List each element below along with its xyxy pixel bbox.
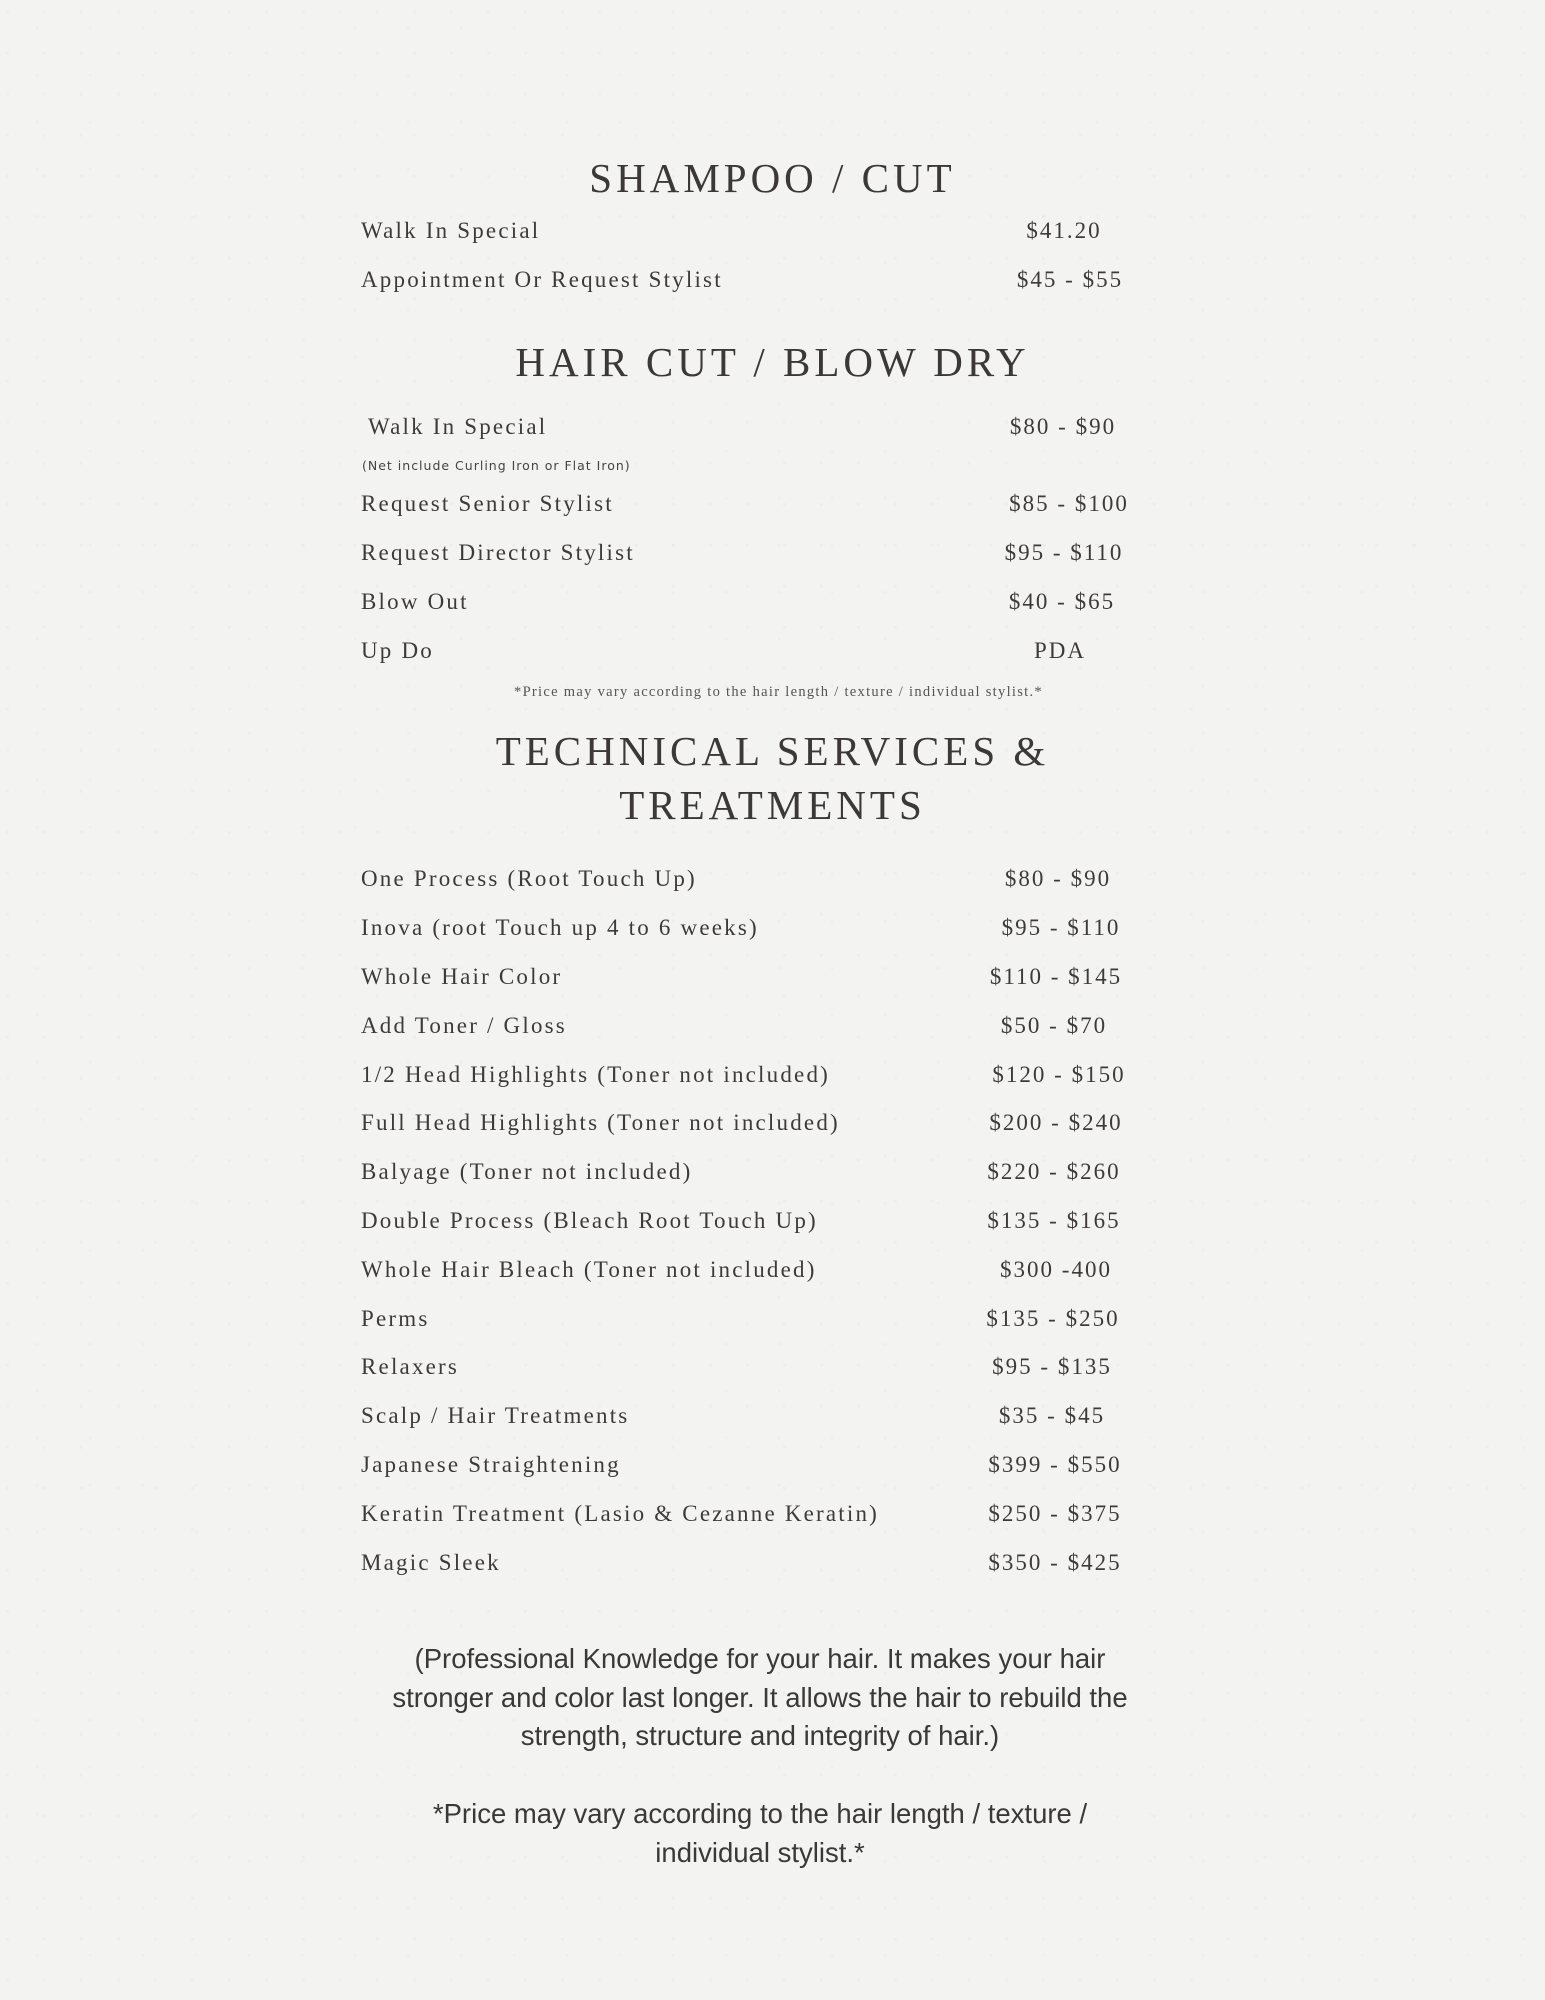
service-name: Keratin Treatment (Lasio & Cezanne Keratin) (361, 1501, 880, 1526)
menu-row (0, 1159, 1545, 1199)
service-name: Scalp / Hair Treatments (361, 1403, 630, 1428)
service-name: Walk In Special (361, 218, 541, 243)
service-price: $95 - $135 (992, 1354, 1112, 1379)
note-line: *Price may vary according to the hair length / texture / (432, 1798, 1088, 1829)
service-price: $80 - $90 (1004, 866, 1112, 891)
service-price: $95 - $110 (1004, 540, 1124, 565)
menu-row (0, 1501, 1545, 1541)
service-price: $95 - $110 (1001, 915, 1121, 940)
section-title-treatments: TREATMENTS (619, 782, 926, 828)
service-name: Whole Hair Bleach (Toner not included) (361, 1257, 817, 1282)
service-price: $50 - $70 (1000, 1013, 1108, 1038)
menu-row (0, 964, 1545, 1004)
section-title-haircut-blowdry: HAIR CUT / BLOW DRY (515, 339, 1030, 385)
service-name: Relaxers (361, 1354, 460, 1379)
menu-row (0, 1354, 1545, 1394)
menu-row (0, 589, 1545, 629)
menu-row (0, 1403, 1545, 1443)
service-price: $220 - $260 (987, 1159, 1121, 1184)
service-name: Up Do (361, 638, 434, 663)
service-price: $250 - $375 (988, 1501, 1122, 1526)
section-title-technical-services: TECHNICAL SERVICES & (495, 728, 1050, 774)
service-name: Double Process (Bleach Root Touch Up) (361, 1208, 818, 1233)
service-name: Walk In Special (368, 414, 548, 439)
service-name: Request Senior Stylist (361, 491, 614, 516)
service-name: Balyage (Toner not included) (361, 1159, 693, 1184)
menu-row (0, 1257, 1545, 1297)
service-price: $300 -400 (1000, 1257, 1112, 1282)
menu-row (0, 1013, 1545, 1053)
menu-row (0, 540, 1545, 580)
menu-row (0, 1062, 1545, 1102)
service-name: Whole Hair Color (361, 964, 563, 989)
menu-row (0, 1452, 1545, 1492)
service-price: $85 - $100 (1009, 491, 1129, 516)
service-name: 1/2 Head Highlights (Toner not included) (361, 1062, 831, 1087)
service-price: $135 - $250 (986, 1306, 1120, 1331)
description-line: strength, structure and integrity of hair.) (520, 1720, 1000, 1751)
note-line: individual stylist.* (655, 1836, 865, 1868)
service-price: PDA (1033, 638, 1086, 663)
service-price: $80 - $90 (1009, 414, 1117, 439)
service-price: $41.20 (1026, 218, 1102, 243)
service-price: $35 - $45 (998, 1403, 1106, 1428)
menu-row (0, 1110, 1545, 1150)
service-name: Blow Out (361, 589, 469, 614)
service-name: Add Toner / Gloss (361, 1013, 567, 1038)
menu-row (0, 638, 1545, 678)
menu-row (0, 1306, 1545, 1346)
menu-row (0, 1208, 1545, 1248)
treatment-description (310, 1640, 1210, 1756)
service-name: Full Head Highlights (Toner not included) (361, 1110, 840, 1135)
service-name: Appointment Or Request Stylist (361, 267, 723, 292)
service-price: $350 - $425 (988, 1550, 1122, 1575)
menu-row (0, 414, 1545, 454)
menu-row (0, 866, 1545, 906)
service-name: Magic Sleek (361, 1550, 501, 1575)
service-name: Perms (361, 1306, 430, 1331)
description-line: stronger and color last longer. It allows the hair to rebuild the (392, 1681, 1128, 1713)
service-name: One Process (Root Touch Up) (361, 866, 697, 891)
service-name: Request Director Stylist (361, 540, 635, 565)
service-price: $135 - $165 (987, 1208, 1121, 1233)
service-name: Inova (root Touch up 4 to 6 weeks) (361, 915, 759, 940)
service-price: $200 - $240 (989, 1110, 1123, 1135)
description-line: (Professional Knowledge for your hair. It makes your hair (414, 1643, 1106, 1674)
service-price: $399 - $550 (988, 1452, 1122, 1477)
service-note: (Net include Curling Iron or Flat Iron) (362, 458, 631, 473)
menu-row (0, 491, 1545, 531)
section-title-shampoo-cut: SHAMPOO / CUT (589, 155, 956, 201)
service-price: $110 - $145 (989, 964, 1123, 989)
price-variation-note (310, 1795, 1210, 1872)
service-price: $120 - $150 (992, 1062, 1126, 1087)
menu-row (0, 218, 1545, 258)
menu-row (0, 915, 1545, 955)
service-name: Japanese Straightening (361, 1452, 621, 1477)
menu-row (0, 267, 1545, 307)
service-price: $45 - $55 (1016, 267, 1124, 292)
price-disclaimer: *Price may vary according to the hair length / texture / individual stylist.* (514, 684, 1043, 700)
service-price: $40 - $65 (1008, 589, 1116, 614)
menu-row (0, 1550, 1545, 1590)
